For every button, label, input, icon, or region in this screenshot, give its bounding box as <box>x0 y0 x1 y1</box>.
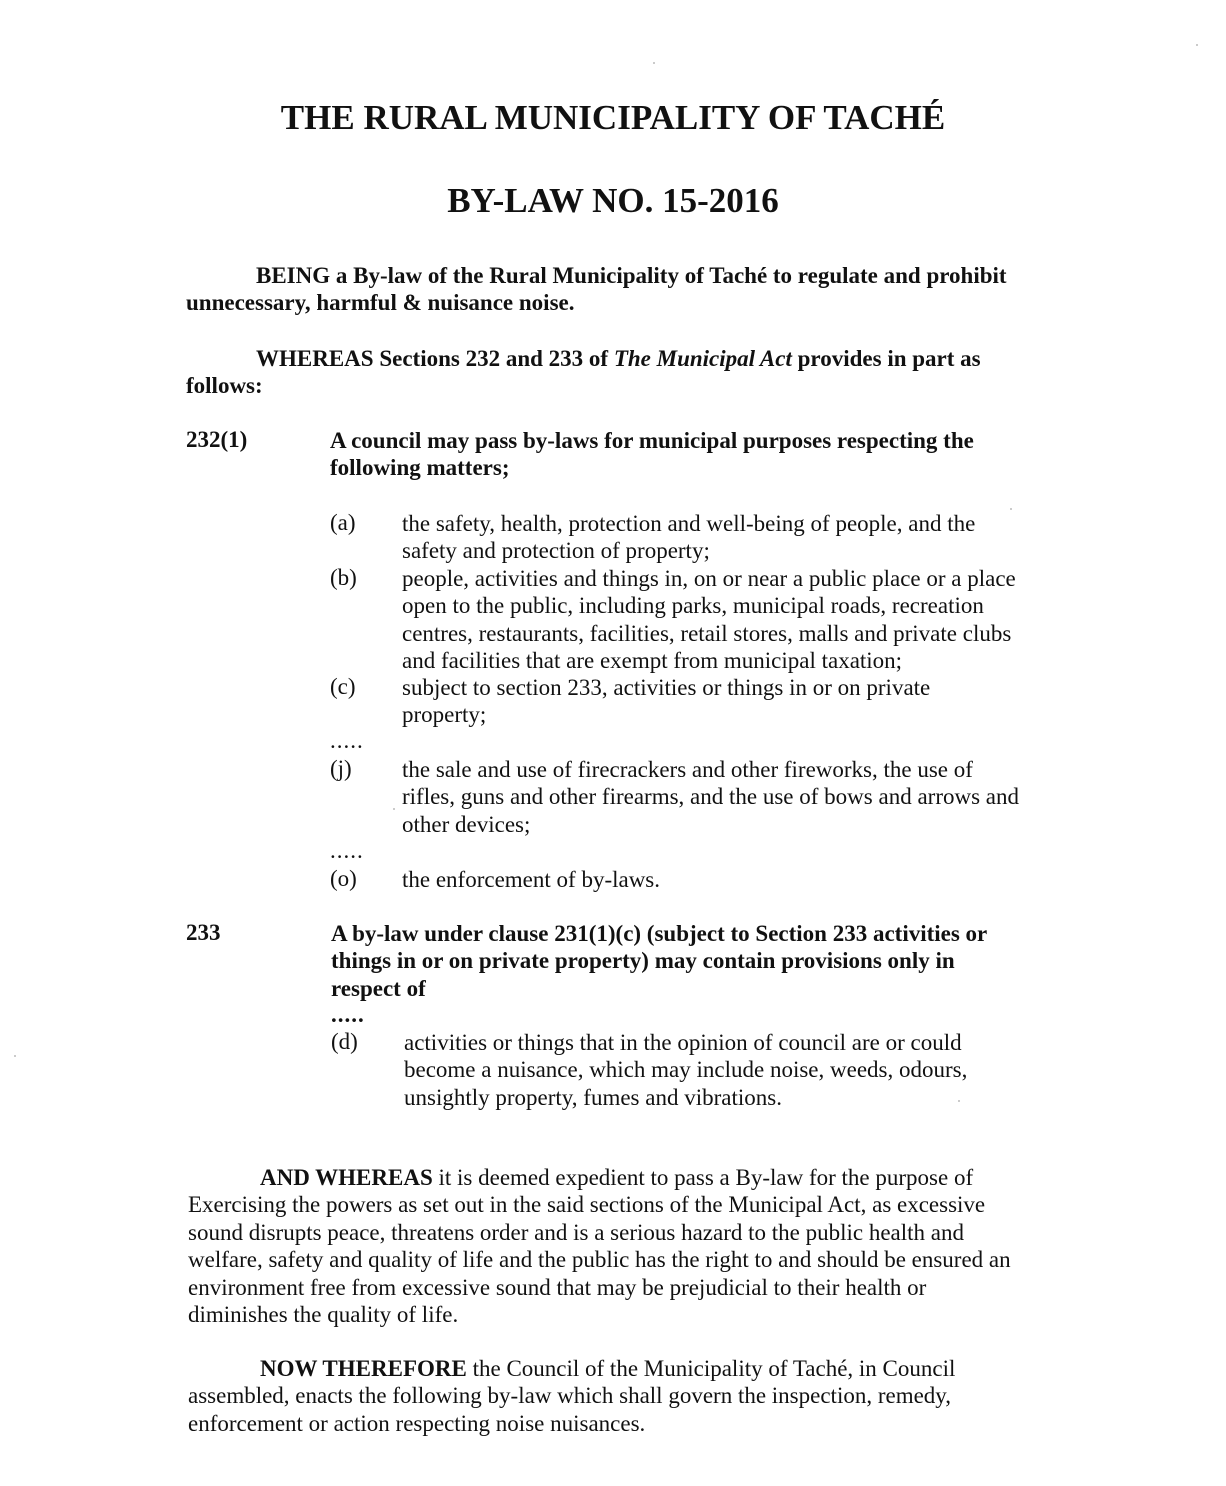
and-whereas-line: welfare, safety and quality of life and the public has the right to and should be ensured an <box>188 1247 1011 1273</box>
whereas-paragraph <box>186 345 981 400</box>
now-therefore-line: assembled, enacts the following by-law which shall govern the inspection, remedy, <box>188 1383 952 1409</box>
now-therefore-line1: the Council of the Municipality of Taché, in Council <box>466 1356 956 1381</box>
scan-speck <box>14 1055 16 1057</box>
ellipsis: ..... <box>330 838 364 863</box>
clause-j-line: the sale and use of firecrackers and other fireworks, the use of <box>402 757 973 782</box>
scan-speck <box>653 62 655 64</box>
and-whereas-paragraph <box>188 1164 1011 1328</box>
and-whereas-lead: AND WHEREAS <box>260 1165 433 1190</box>
clause-label-o: (o) <box>330 866 357 891</box>
clause-d-line: activities or things that in the opinion of council are or could <box>404 1030 962 1055</box>
clause-text-o <box>402 866 660 893</box>
clause-b-line: and facilities that are exempt from municipal taxation; <box>402 648 903 674</box>
scan-speck <box>958 1100 960 1102</box>
clause-text-d <box>404 1029 967 1111</box>
clause-label-b: (b) <box>330 565 357 590</box>
clause-label-a: (a) <box>330 510 356 535</box>
scan-speck <box>1196 44 1198 46</box>
preamble-lead: BEING <box>256 263 331 288</box>
and-whereas-line: environment free from excessive sound that may be prejudicial to their health or <box>188 1274 927 1300</box>
section-233-line: things in or on private property) may contain provisions only in <box>331 948 955 974</box>
bylaw-number: BY-LAW NO. 15-2016 <box>447 181 779 220</box>
clause-b-line: people, activities and things in, on or near a public place or a place <box>402 566 1016 591</box>
section-233-number: 233 <box>186 920 221 945</box>
and-whereas-line: sound disrupts peace, threatens order and is a serious hazard to the public health and <box>188 1219 965 1245</box>
clause-d-line: unsightly property, fumes and vibrations. <box>404 1084 782 1110</box>
and-whereas-line: Exercising the powers as set out in the said sections of the Municipal Act, as excessive <box>188 1192 986 1218</box>
act-name: The Municipal Act <box>613 346 792 371</box>
section-233-line: A by-law under clause 231(1)(c) (subject to Section 233 activities or <box>331 921 988 946</box>
section-232-text <box>330 427 974 482</box>
clause-j-line: other devices; <box>402 811 531 837</box>
section-232-line1: A council may pass by-laws for municipal purposes respecting the <box>330 428 974 453</box>
clause-b-line: open to the public, including parks, municipal roads, recreation <box>402 593 984 619</box>
now-therefore-lead: NOW THEREFORE <box>260 1356 467 1381</box>
clause-b-line: centres, restaurants, facilities, retail stores, malls and private clubs <box>402 620 1012 646</box>
document-title: THE RURAL MUNICIPALITY OF TACHÉ <box>280 98 946 137</box>
clause-text-a <box>402 510 975 565</box>
preamble-line1: a By-law of the Rural Municipality of Taché to regulate and prohibit <box>330 263 1007 288</box>
and-whereas-line: diminishes the quality of life. <box>188 1302 459 1328</box>
clause-label-d: (d) <box>331 1029 358 1054</box>
clause-c-line: subject to section 233, activities or things in or on private <box>402 675 931 700</box>
now-therefore-line: enforcement or action respecting noise nuisances. <box>188 1410 646 1436</box>
clause-c-line: property; <box>402 702 487 728</box>
clause-o-line: the enforcement of by-laws. <box>402 867 661 892</box>
ellipsis: ..... <box>330 728 364 753</box>
and-whereas-line1: it is deemed expedient to pass a By-law for the purpose of <box>432 1165 974 1190</box>
clause-a-line: safety and protection of property; <box>402 538 710 564</box>
clause-label-j: (j) <box>330 756 352 781</box>
clause-label-c: (c) <box>330 674 356 699</box>
section-232-number: 232(1) <box>186 427 248 452</box>
ellipsis: ..... <box>331 1002 365 1027</box>
whereas-line1-start: WHEREAS Sections 232 and 233 of <box>256 346 614 371</box>
clause-d-line: become a nuisance, which may include noise, weeds, odours, <box>404 1057 968 1083</box>
clause-j-line: rifles, guns and other firearms, and the use of bows and arrows and <box>402 784 1019 810</box>
section-233-line: respect of <box>331 975 426 1001</box>
section-233-text <box>331 920 987 1002</box>
scan-speck <box>1010 508 1012 510</box>
preamble-line2: unnecessary, harmful & nuisance noise. <box>186 290 575 316</box>
preamble-paragraph <box>186 262 1007 317</box>
clause-text-b <box>402 565 1016 675</box>
clause-a-line: the safety, health, protection and well-being of people, and the <box>402 511 976 536</box>
section-232-line2: following matters; <box>330 455 510 481</box>
whereas-line1-end: provides in part as <box>791 346 981 371</box>
now-therefore-paragraph <box>188 1355 955 1437</box>
whereas-line2: follows: <box>186 373 263 399</box>
clause-text-c <box>402 674 930 729</box>
scan-speck <box>393 808 395 810</box>
clause-text-j <box>402 756 1019 838</box>
